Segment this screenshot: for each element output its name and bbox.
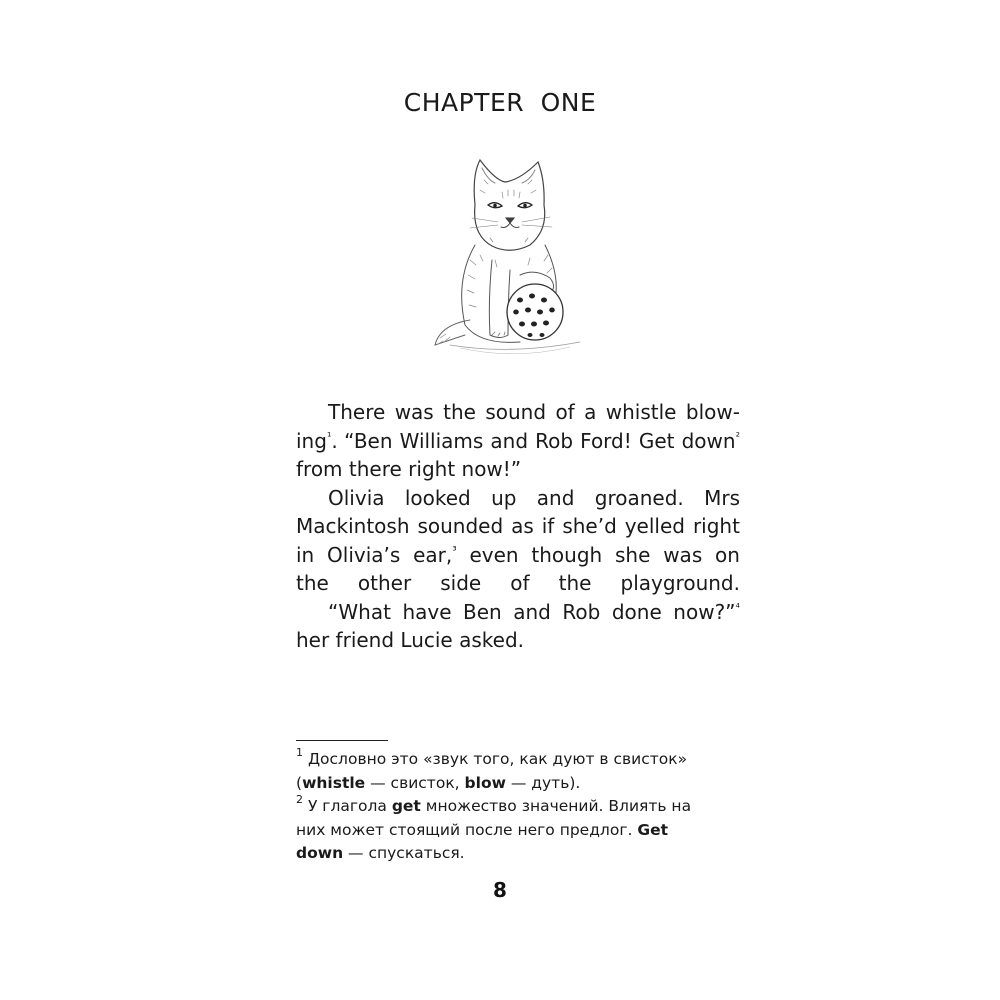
kitten-illustration — [420, 150, 605, 365]
footnote-ref-1: ¹ — [326, 429, 332, 443]
story-text — [296, 398, 740, 655]
text-line-2: ing$^{^1}$. “Ben Williams and Rob Ford! Get down$^{^2}$ — [296, 428, 740, 453]
footnotes — [296, 748, 740, 866]
footnote-ref-4: ⁴ — [735, 600, 740, 614]
text-line-9: her friend Lucie asked. — [296, 628, 524, 652]
footnote-ref-3: ³ — [452, 543, 457, 557]
text-line-8: “What have Ben and Rob done now?”$^{^4}$ — [328, 599, 740, 624]
text-line-3: from there right now!” — [296, 457, 522, 481]
footnote-1: $^1$ Дословно это «звук того, как дуют в свисток» (whistle — свисток, blow — дуть). — [296, 746, 688, 792]
text-line-4: Olivia looked up and groaned. Mrs — [328, 485, 740, 510]
text-line-5: Mackintosh sounded as if she’d yelled right — [296, 514, 740, 538]
text-line-6: in Olivia’s ear,$^{^3}$ even though she was on — [296, 542, 740, 567]
footnote-divider — [296, 740, 388, 741]
page-number: 8 — [493, 878, 507, 902]
text-line-7: the other side of the playground. — [296, 571, 740, 595]
chapter-title: CHAPTER ONE — [403, 88, 597, 117]
footnote-ref-2: ² — [735, 429, 740, 443]
text-line-1: There was the sound of a whistle blow- — [328, 400, 740, 424]
footnote-2: $^2$ У глагола get множество значений. Влиять на них может стоящий после него предлог. Get down — спускаться. — [296, 793, 692, 862]
